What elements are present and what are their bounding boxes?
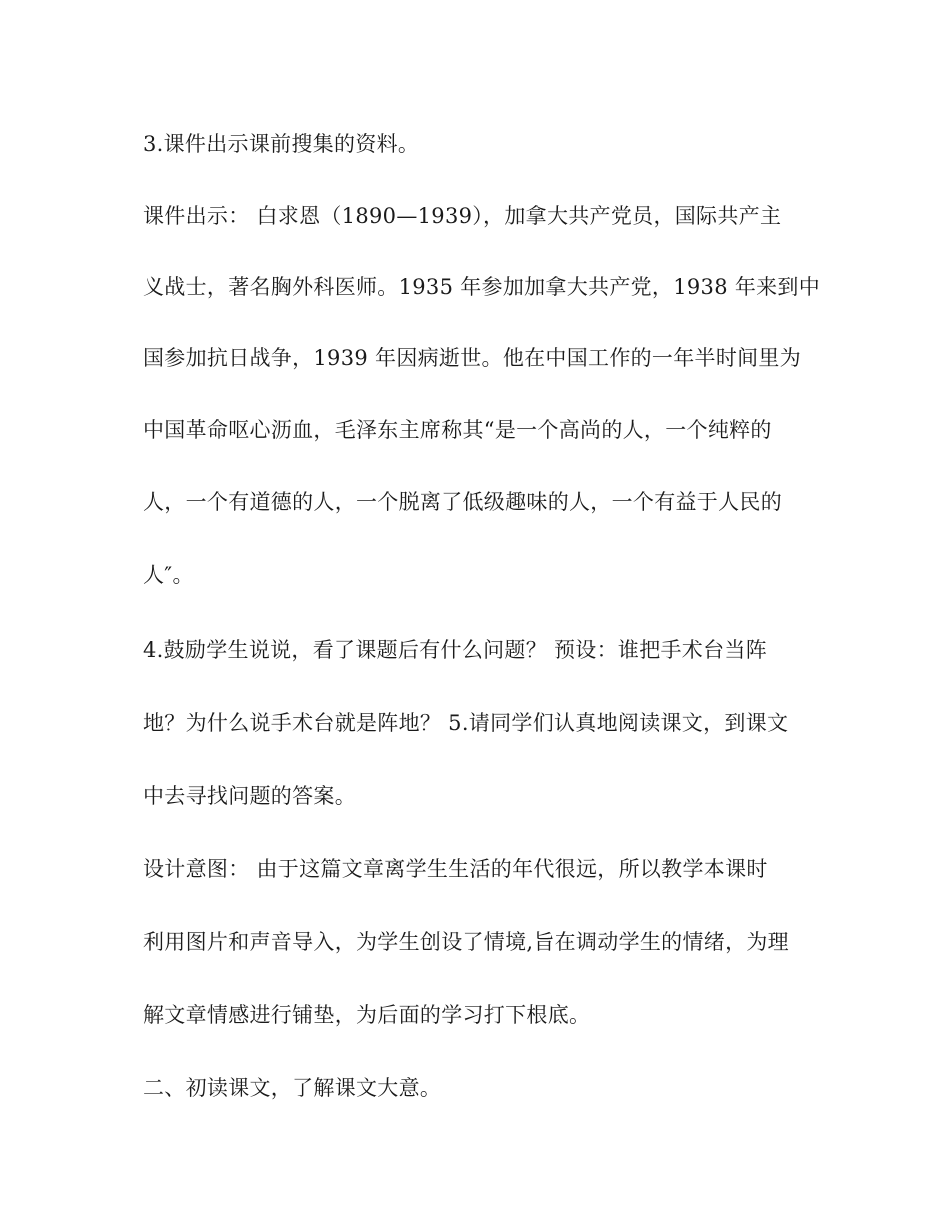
text-line: 课件出示： 白求恩（1890—1939），加拿大共产党员，国际共产主 <box>143 204 782 228</box>
text-line: 解文章情感进行铺垫，为后面的学习打下根底。 <box>143 1003 591 1027</box>
text-line: 人″。 <box>143 563 194 587</box>
text-line: 利用图片和声音导入，为学生创设了情境,旨在调动学生的情绪，为理 <box>143 930 789 954</box>
text-line: 4.鼓励学生说说，看了课题后有什么问题？ 预设：谁把手术台当阵 <box>143 638 768 662</box>
text-line: 3.课件出示课前搜集的资料。 <box>143 132 420 156</box>
text-line: 中去寻找问题的答案。 <box>143 784 356 808</box>
text-line: 设计意图： 由于这篇文章离学生生活的年代很远，所以教学本课时 <box>143 857 768 881</box>
section-heading: 二、初读课文，了解课文大意。 <box>143 1076 442 1100</box>
text-line: 地？为什么说手术台就是阵地？ 5.请同学们认真地阅读课文，到课文 <box>143 711 789 735</box>
text-line: 义战士，著名胸外科医师。1935 年参加加拿大共产党，1938 年来到中 <box>143 275 821 299</box>
text-line: 中国革命呕心沥血，毛泽东主席称其“是一个高尚的人，一个纯粹的 <box>143 418 772 442</box>
text-line: 国参加抗日战争，1939 年因病逝世。他在中国工作的一年半时间里为 <box>143 346 802 370</box>
text-line: 人，一个有道德的人，一个脱离了低级趣味的人，一个有益于人民的 <box>143 490 782 514</box>
